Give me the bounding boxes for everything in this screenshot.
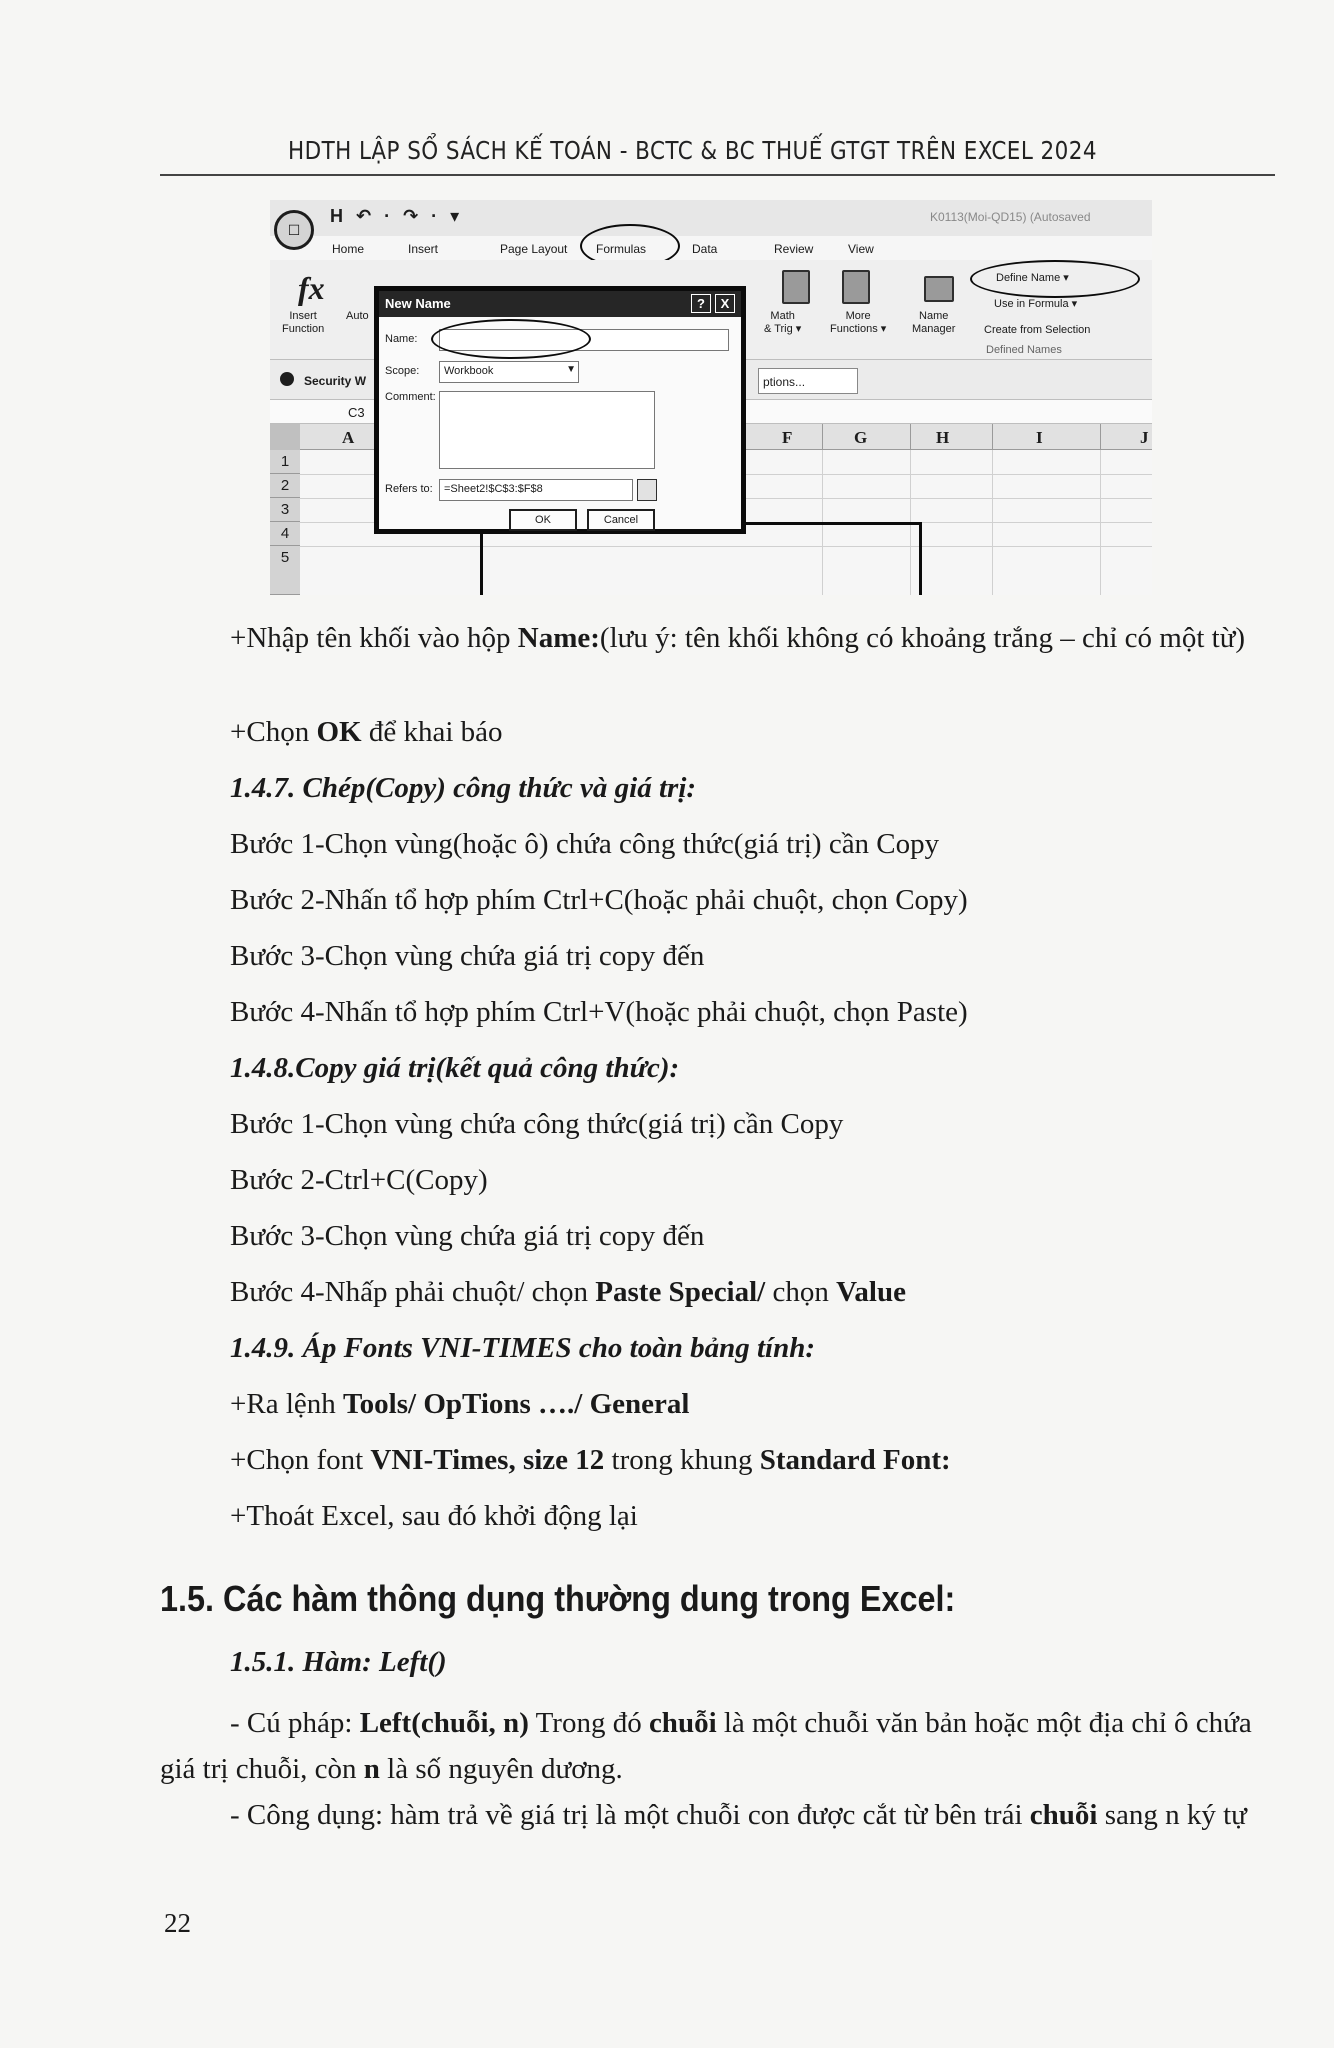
use-in-formula-button[interactable]: Use in Formula ▾ (994, 298, 1078, 310)
select-all-corner[interactable] (270, 424, 300, 450)
shield-icon (280, 372, 294, 386)
define-name-highlight-ellipse (970, 260, 1140, 298)
define-name-button[interactable]: Define Name ▾ (996, 272, 1069, 284)
header-rule (160, 174, 1275, 176)
paragraph-choose-ok: +Chọn OK để khai báo (230, 716, 503, 748)
column-header-h[interactable]: H (936, 428, 950, 447)
name-manager-button[interactable]: Name Manager (912, 310, 956, 335)
tab-view[interactable]: View (848, 242, 874, 256)
close-icon[interactable]: X (715, 294, 735, 313)
heading-1-5: 1.5. Các hàm thông dụng thường dung trong Excel: (160, 1578, 956, 1619)
row-header-1[interactable]: 1 (270, 450, 300, 474)
options-button[interactable]: ptions... (758, 368, 858, 394)
tab-data[interactable]: Data (692, 242, 718, 256)
row-header-2[interactable]: 2 (270, 474, 300, 498)
more-functions-button[interactable]: More Functions ▾ (830, 310, 887, 335)
paragraph-enter-name: +Nhập tên khối vào hộp Name:(lưu ý: tên khối không có khoảng trắng – chỉ có một từ) (230, 622, 1246, 654)
step-148-4: Bước 4-Nhấp phải chuột/ chọn Paste Special/ chọn Value (230, 1276, 906, 1308)
step-147-4: Bước 4-Nhấn tổ hợp phím Ctrl+V(hoặc phải chuột, chọn Paste) (230, 996, 968, 1028)
new-name-dialog (374, 286, 746, 534)
row-header-4[interactable]: 4 (270, 522, 300, 546)
column-header-j[interactable]: J (1140, 428, 1149, 447)
step-147-3: Bước 3-Chọn vùng chứa giá trị copy đến (230, 940, 705, 972)
math-trig-button[interactable]: Math & Trig ▾ (764, 310, 802, 335)
cancel-button[interactable]: Cancel (587, 509, 655, 531)
name-highlight-ellipse (431, 319, 591, 359)
dialog-title: New Name (379, 291, 741, 317)
tab-formulas[interactable]: Formulas (596, 242, 647, 256)
column-header-a[interactable]: A (342, 428, 355, 447)
column-header-g[interactable]: G (854, 428, 868, 447)
scope-label: Scope: (385, 365, 420, 377)
insert-function-button[interactable]: Insert Function (282, 310, 325, 335)
window-title: K0113(Moi-QD15) (Autosaved (930, 210, 1091, 224)
name-manager-icon (924, 276, 954, 302)
refers-to-label: Refers to: (385, 483, 433, 495)
excel-screenshot (270, 200, 1152, 595)
insert-function-icon[interactable]: fx (298, 270, 325, 306)
ok-button[interactable]: OK (509, 509, 577, 531)
heading-1-4-9: 1.4.9. Áp Fonts VNI-TIMES cho toàn bảng tính: (230, 1332, 815, 1364)
heading-1-4-7: 1.4.7. Chép(Copy) công thức và giá trị: (230, 772, 697, 804)
collapse-dialog-icon[interactable] (637, 479, 657, 501)
title-bar (270, 200, 1152, 236)
defined-names-group-label: Defined Names (986, 344, 1062, 356)
step-149-2: +Chọn font VNI-Times, size 12 trong khung Standard Font: (230, 1444, 951, 1476)
step-148-2: Bước 2-Ctrl+C(Copy) (230, 1164, 488, 1196)
autosum-button[interactable]: Auto (346, 310, 369, 322)
ribbon-tabs (270, 236, 1152, 260)
heading-1-4-8: 1.4.8.Copy giá trị(kết quả công thức): (230, 1052, 680, 1084)
step-149-1: +Ra lệnh Tools/ OpTions …./ General (230, 1388, 690, 1420)
step-148-3: Bước 3-Chọn vùng chứa giá trị copy đến (230, 1220, 705, 1252)
tab-review[interactable]: Review (774, 242, 814, 256)
quick-access-toolbar[interactable]: H ↶ · ↷ · ▾ (330, 206, 464, 226)
paragraph-syntax: - Cú pháp: Left(chuỗi, n) Trong đó chuỗi là một chuỗi văn bản hoặc một địa chỉ ô chứa giá trị chuỗi, còn n là số nguyên dương. (160, 1707, 1252, 1785)
row-header-3[interactable]: 3 (270, 498, 300, 522)
step-149-3: +Thoát Excel, sau đó khởi động lại (230, 1500, 638, 1532)
row-header-5[interactable]: 5 (270, 546, 300, 595)
name-box[interactable]: C3 (348, 405, 365, 420)
create-from-selection-button[interactable]: Create from Selection (984, 324, 1091, 336)
security-warning-text: Security W (304, 374, 367, 388)
step-147-1: Bước 1-Chọn vùng(hoặc ô) chứa công thức(giá trị) cần Copy (230, 828, 940, 860)
column-header-i[interactable]: I (1036, 428, 1043, 447)
tab-page-layout[interactable]: Page Layout (500, 242, 568, 256)
name-label: Name: (385, 333, 418, 345)
help-icon[interactable]: ? (691, 294, 711, 313)
comment-label: Comment: (385, 391, 436, 403)
tab-home[interactable]: Home (332, 242, 365, 256)
running-header: HDTH LẬP SỔ SÁCH KẾ TOÁN - BCTC & BC THUẾ GTGT TRÊN EXCEL 2024 (288, 136, 1097, 165)
paragraph-usage: - Công dụng: hàm trả về giá trị là một chuỗi con được cắt từ bên trái chuỗi sang n ký tự (230, 1799, 1247, 1831)
step-148-1: Bước 1-Chọn vùng chứa công thức(giá trị) cần Copy (230, 1108, 844, 1140)
tab-insert[interactable]: Insert (408, 242, 439, 256)
refers-to-input[interactable]: =Sheet2!$C$3:$F$8 (439, 479, 633, 501)
comment-textarea[interactable] (439, 391, 655, 469)
math-trig-icon (782, 270, 810, 304)
chevron-down-icon: ▼ (566, 364, 576, 375)
scope-value: Workbook (444, 365, 494, 377)
scope-select[interactable] (439, 361, 579, 383)
heading-1-5-1: 1.5.1. Hàm: Left() (230, 1646, 447, 1678)
column-header-f[interactable]: F (782, 428, 793, 447)
page-number: 22 (164, 1908, 191, 1938)
step-147-2: Bước 2-Nhấn tổ hợp phím Ctrl+C(hoặc phải chuột, chọn Copy) (230, 884, 968, 916)
office-button-icon[interactable]: ☐ (274, 210, 314, 250)
more-functions-icon (842, 270, 870, 304)
